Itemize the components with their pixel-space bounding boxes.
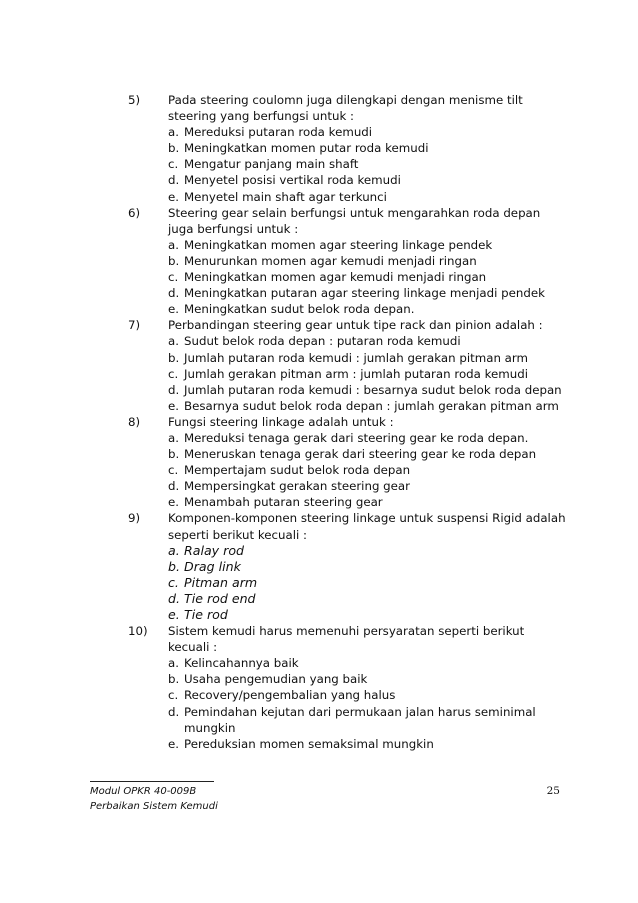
option-text: Recovery/pengembalian yang halus: [184, 688, 396, 703]
question-stem: Steering gear selain berfungsi untuk mengarahkan roda depan juga berfungsi untuk :: [168, 205, 541, 236]
option-letter: c.: [168, 270, 179, 285]
answer-option: [168, 687, 568, 703]
option-letter: b.: [168, 558, 180, 574]
option-text: Meningkatkan momen agar steering linkage pendek: [184, 237, 493, 252]
option-text: Mereduksi putaran roda kemudi: [184, 125, 373, 140]
option-text: Sudut belok roda depan : putaran roda kemudi: [184, 334, 461, 349]
answer-option: [168, 446, 568, 462]
option-text: Tie rod end: [184, 590, 256, 606]
question-item: [128, 414, 568, 511]
footer-module-info: [90, 784, 218, 814]
option-text: Menambah putaran steering gear: [184, 495, 383, 510]
option-text: Menurunkan momen agar kemudi menjadi ringan: [184, 253, 477, 268]
option-text: Besarnya sudut belok roda depan : jumlah gerakan pitman arm: [184, 398, 559, 413]
option-letter: d.: [168, 173, 180, 188]
option-text: Meningkatkan sudut belok roda depan.: [184, 302, 415, 317]
answer-option: [168, 559, 568, 575]
answer-option: [168, 301, 568, 317]
answer-option: [168, 430, 568, 446]
option-text: Menyetel posisi vertikal roda kemudi: [184, 173, 401, 188]
question-body: [168, 414, 568, 511]
footer-module: Modul OPKR 40-009B: [90, 786, 197, 797]
answer-option: [168, 462, 568, 478]
answer-option: [168, 382, 568, 398]
option-text: Drag link: [184, 558, 241, 574]
answer-option: [168, 366, 568, 382]
answer-option: [168, 671, 568, 687]
answer-option: [168, 591, 568, 607]
option-text: Mempersingkat gerakan steering gear: [184, 479, 411, 494]
answer-option: [168, 253, 568, 269]
option-text: Jumlah gerakan pitman arm : jumlah putaran roda kemudi: [184, 366, 529, 381]
option-letter: a.: [168, 542, 180, 558]
answer-option: [168, 237, 568, 253]
option-letter: d.: [168, 704, 180, 719]
question-stem: Komponen-komponen steering linkage untuk suspensi Rigid adalah seperti berikut kecuali :: [168, 511, 566, 542]
option-text: Pemindahan kejutan dari permukaan jalan harus seminimal mungkin: [184, 704, 536, 735]
option-letter: c.: [168, 157, 179, 172]
option-letter: c.: [168, 688, 179, 703]
option-letter: a.: [168, 334, 179, 349]
answer-option: [168, 333, 568, 349]
option-letter: d.: [168, 286, 180, 301]
footer-divider: [90, 781, 214, 782]
option-letter: d.: [168, 590, 180, 606]
option-letter: b.: [168, 141, 180, 156]
option-text: Meningkatkan momen putar roda kemudi: [184, 141, 429, 156]
question-stem: Fungsi steering linkage adalah untuk :: [168, 414, 394, 429]
answer-option: [168, 156, 568, 172]
answer-option: [168, 398, 568, 414]
option-letter: e.: [168, 607, 180, 622]
option-text: Meningkatkan momen agar kemudi menjadi ringan: [184, 270, 487, 285]
answer-option: [168, 269, 568, 285]
footer-subtitle: Perbaikan Sistem Kemudi: [90, 801, 218, 812]
option-text: Pitman arm: [184, 574, 258, 590]
answer-option: [168, 575, 568, 591]
option-letter: a.: [168, 125, 179, 140]
option-text: Ralay rod: [184, 542, 245, 558]
option-text: Mengatur panjang main shaft: [184, 157, 359, 172]
page-number: 25: [546, 785, 560, 797]
option-letter: e.: [168, 302, 180, 317]
option-text: Mempertajam sudut belok roda depan: [184, 463, 411, 478]
option-text: Jumlah putaran roda kemudi : jumlah gerakan pitman arm: [184, 350, 529, 365]
question-number: 5): [128, 93, 141, 107]
question-number: 8): [128, 414, 141, 429]
question-body: [168, 92, 568, 205]
answer-option: [168, 189, 568, 205]
option-letter: b.: [168, 253, 180, 268]
option-letter: c.: [168, 574, 179, 590]
option-letter: c.: [168, 463, 179, 478]
answer-option: [168, 172, 568, 188]
answer-option: [168, 350, 568, 366]
option-letter: b.: [168, 350, 180, 365]
answer-option: [168, 655, 568, 671]
option-text: Menyetel main shaft agar terkunci: [184, 189, 387, 204]
option-letter: a.: [168, 237, 179, 252]
answer-option: [168, 543, 568, 559]
question-body: [168, 623, 568, 752]
answer-option: [168, 285, 568, 301]
question-stem: Sistem kemudi harus memenuhi persyaratan seperti berikut kecuali :: [168, 624, 525, 655]
answer-option: [168, 494, 568, 510]
question-stem: Pada steering coulomn juga dilengkapi dengan menisme tilt steering yang berfungsi untuk :: [168, 93, 523, 124]
option-text: Jumlah putaran roda kemudi : besarnya sudut belok roda depan: [184, 382, 562, 397]
answer-option: [168, 736, 568, 752]
option-letter: e.: [168, 398, 180, 413]
option-text: Usaha pengemudian yang baik: [184, 672, 368, 687]
question-item: [128, 623, 568, 752]
answer-option: [168, 704, 568, 736]
option-letter: b.: [168, 672, 180, 687]
question-item: [128, 317, 568, 414]
option-text: Pereduksian momen semaksimal mungkin: [184, 736, 434, 751]
option-letter: e.: [168, 495, 180, 510]
option-text: Meneruskan tenaga gerak dari steering gear ke roda depan: [184, 447, 537, 462]
question-body: [168, 205, 568, 318]
option-letter: c.: [168, 366, 179, 381]
option-text: Mereduksi tenaga gerak dari steering gear ke roda depan.: [184, 430, 529, 445]
question-list: [128, 92, 568, 752]
option-letter: a.: [168, 430, 179, 445]
question-number: 9): [128, 511, 141, 526]
question-body: [168, 510, 568, 623]
option-text: Kelincahannya baik: [184, 656, 299, 671]
option-letter: e.: [168, 736, 180, 751]
question-item: [128, 92, 568, 205]
answer-option: [168, 478, 568, 494]
question-number: 7): [128, 318, 141, 333]
answer-option: [168, 124, 568, 140]
option-letter: d.: [168, 479, 180, 494]
question-number: 6): [128, 205, 141, 220]
option-letter: b.: [168, 447, 180, 462]
question-body: [168, 317, 568, 414]
question-item: [128, 510, 568, 623]
option-text: Meningkatkan putaran agar steering linkage menjadi pendek: [184, 286, 545, 301]
option-letter: d.: [168, 382, 180, 397]
answer-option: [168, 140, 568, 156]
option-letter: e.: [168, 189, 180, 204]
question-stem: Perbandingan steering gear untuk tipe rack dan pinion adalah :: [168, 318, 543, 333]
question-item: [128, 205, 568, 318]
question-number: 10): [128, 624, 148, 639]
answer-option: [168, 607, 568, 623]
option-text: Tie rod: [184, 607, 228, 622]
option-letter: a.: [168, 656, 179, 671]
